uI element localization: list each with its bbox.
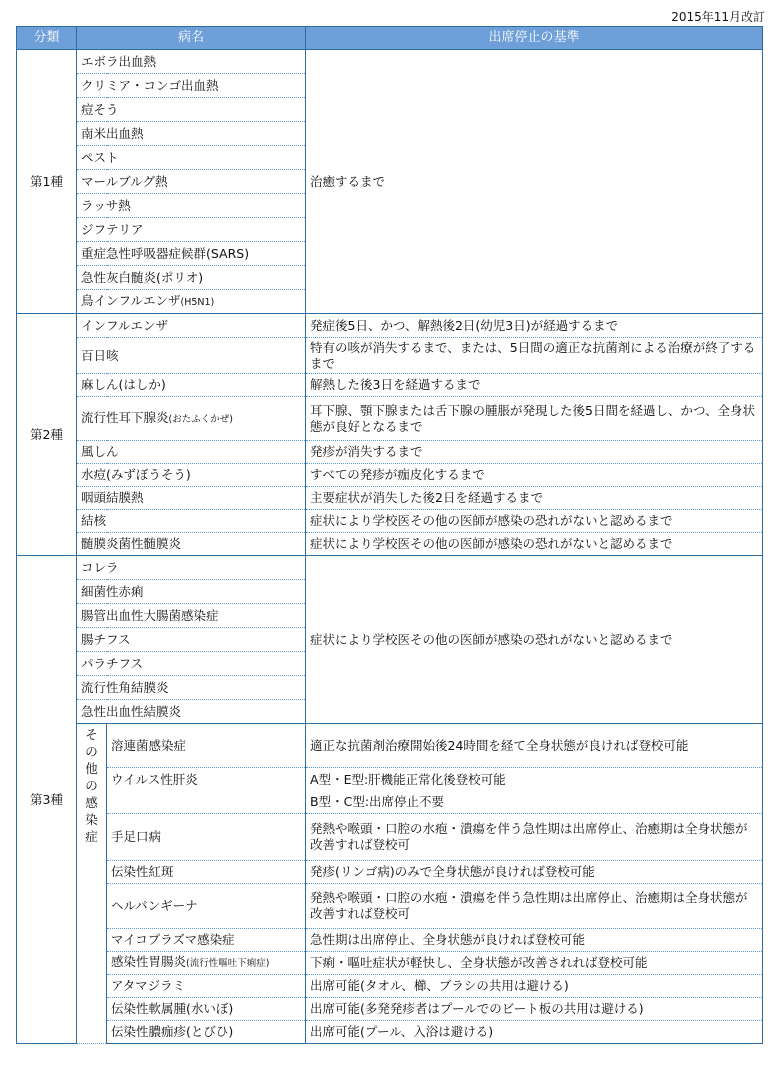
criteria-text: 主要症状が消失した後2日を経過するまで [306,487,763,510]
criteria-text: 下痢・嘔吐症状が軽快し、全身状態が改善されれば登校可能 [306,952,763,975]
table-row [17,814,763,861]
table-row [17,397,763,441]
disease-name: 結核 [77,510,306,533]
table-row [17,533,763,556]
table-row [17,338,763,374]
disease-name: ヘルパンギーナ [107,884,306,929]
disease-name: 伝染性軟属腫(水いぼ) [107,998,306,1021]
disease-name: 急性灰白髄炎(ポリオ) [77,266,306,290]
table-row [17,768,763,792]
criteria-text: 急性期は出席停止、全身状態が良ければ登校可能 [306,929,763,952]
criteria-text: 解熱した後3日を経過するまで [306,374,763,397]
criteria-text: 出席可能(プール、入浴は避ける) [306,1021,763,1044]
disease-name: 細菌性赤痢 [77,580,306,604]
disease-name: インフルエンザ [77,314,306,338]
table-row [17,487,763,510]
table-row [17,724,763,768]
disease-name: 手足口病 [107,814,306,861]
class2-label: 第2種 [17,314,77,556]
table-row [17,975,763,998]
disease-name: コレラ [77,556,306,580]
revision-date: 2015年11月改訂 [671,10,765,24]
disease-name-mumps: 流行性耳下腺炎(おたふくかぜ) [77,397,306,441]
table-row [17,314,763,338]
class3-criteria: 症状により学校医その他の医師が感染の恐れがないと認めるまで [306,556,763,724]
disease-name: パラチフス [77,652,306,676]
criteria-text: 発疹(リンゴ病)のみで全身状態が良ければ登校可能 [306,861,763,884]
disease-name: 百日咳 [77,338,306,374]
class3-label: 第3種 [17,556,77,1044]
table-row [17,998,763,1021]
disease-name: 流行性角結膜炎 [77,676,306,700]
disease-name: 痘そう [77,98,306,122]
criteria-text: 特有の咳が消失するまで、または、5日間の適正な抗菌剤による治療が終了するまで [306,338,763,374]
disease-name: 髄膜炎菌性髄膜炎 [77,533,306,556]
table-row [17,556,763,580]
disease-name: 伝染性膿痂疹(とびひ) [107,1021,306,1044]
class1-label: 第1種 [17,50,77,314]
other-infections-label: そ の 他 の 感 染 症 [77,724,107,1044]
disease-name: 伝染性紅斑 [107,861,306,884]
criteria-text: A型・E型:肝機能正常化後登校可能 [306,768,763,792]
table-row [17,441,763,464]
criteria-text: 発疹が消失するまで [306,441,763,464]
disease-name: 咽頭結膜熱 [77,487,306,510]
disease-name-gastro: 感染性胃腸炎(流行性嘔吐下痢症) [107,952,306,975]
disease-name: 麻しん(はしか) [77,374,306,397]
table-row [17,50,763,74]
disease-name: アタマジラミ [107,975,306,998]
attendance-suspension-table [16,26,763,1044]
header-category: 分類 [17,27,77,50]
table-row [17,464,763,487]
disease-name: 腸管出血性大腸菌感染症 [77,604,306,628]
disease-name: 水痘(みずぼうそう) [77,464,306,487]
criteria-text: 発症後5日、かつ、解熱後2日(幼児3日)が経過するまで [306,314,763,338]
disease-name: ジフテリア [77,218,306,242]
table-row [17,884,763,929]
disease-name: 南米出血熱 [77,122,306,146]
disease-name: エボラ出血熱 [77,50,306,74]
class1-criteria: 治癒するまで [306,50,763,314]
disease-name: マイコプラズマ感染症 [107,929,306,952]
table-row [17,952,763,975]
disease-name-h5n1: 鳥インフルエンザ(H5N1) [77,290,306,314]
criteria-text: 症状により学校医その他の医師が感染の恐れがないと認めるまで [306,510,763,533]
criteria-text: すべての発疹が痂皮化するまで [306,464,763,487]
table-row [17,1021,763,1044]
disease-name: 溶連菌感染症 [107,724,306,768]
criteria-text: 適正な抗菌剤治療開始後24時間を経て全身状態が良ければ登校可能 [306,724,763,768]
criteria-text: 出席可能(多発発疹者はプールでのビート板の共用は避ける) [306,998,763,1021]
header-disease: 病名 [77,27,306,50]
header-row [17,27,763,50]
disease-name: 風しん [77,441,306,464]
criteria-text: 出席可能(タオル、櫛、ブラシの共用は避ける) [306,975,763,998]
disease-name: 重症急性呼吸器症候群(SARS) [77,242,306,266]
table-row [17,861,763,884]
disease-name: 急性出血性結膜炎 [77,700,306,724]
disease-name: ウイルス性肝炎 [107,768,306,814]
table-row [17,510,763,533]
criteria-text: 症状により学校医その他の医師が感染の恐れがないと認めるまで [306,533,763,556]
table-row [17,374,763,397]
disease-name: クリミア・コンゴ出血熱 [77,74,306,98]
disease-name: ラッサ熱 [77,194,306,218]
header-criteria: 出席停止の基準 [306,27,763,50]
criteria-text: 発熱や喉頭・口腔の水疱・潰瘍を伴う急性期は出席停止、治癒期は全身状態が改善すれば登校可 [306,814,763,861]
disease-name: マールブルグ熱 [77,170,306,194]
criteria-text: B型・C型:出席停止不要 [306,792,763,814]
disease-name: ペスト [77,146,306,170]
disease-name: 腸チフス [77,628,306,652]
table-row [17,929,763,952]
criteria-text: 発熱や喉頭・口腔の水疱・潰瘍を伴う急性期は出席停止、治癒期は全身状態が改善すれば登校可 [306,884,763,929]
criteria-text: 耳下腺、顎下腺または舌下腺の腫脹が発現した後5日間を経過し、かつ、全身状態が良好となるまで [306,397,763,441]
